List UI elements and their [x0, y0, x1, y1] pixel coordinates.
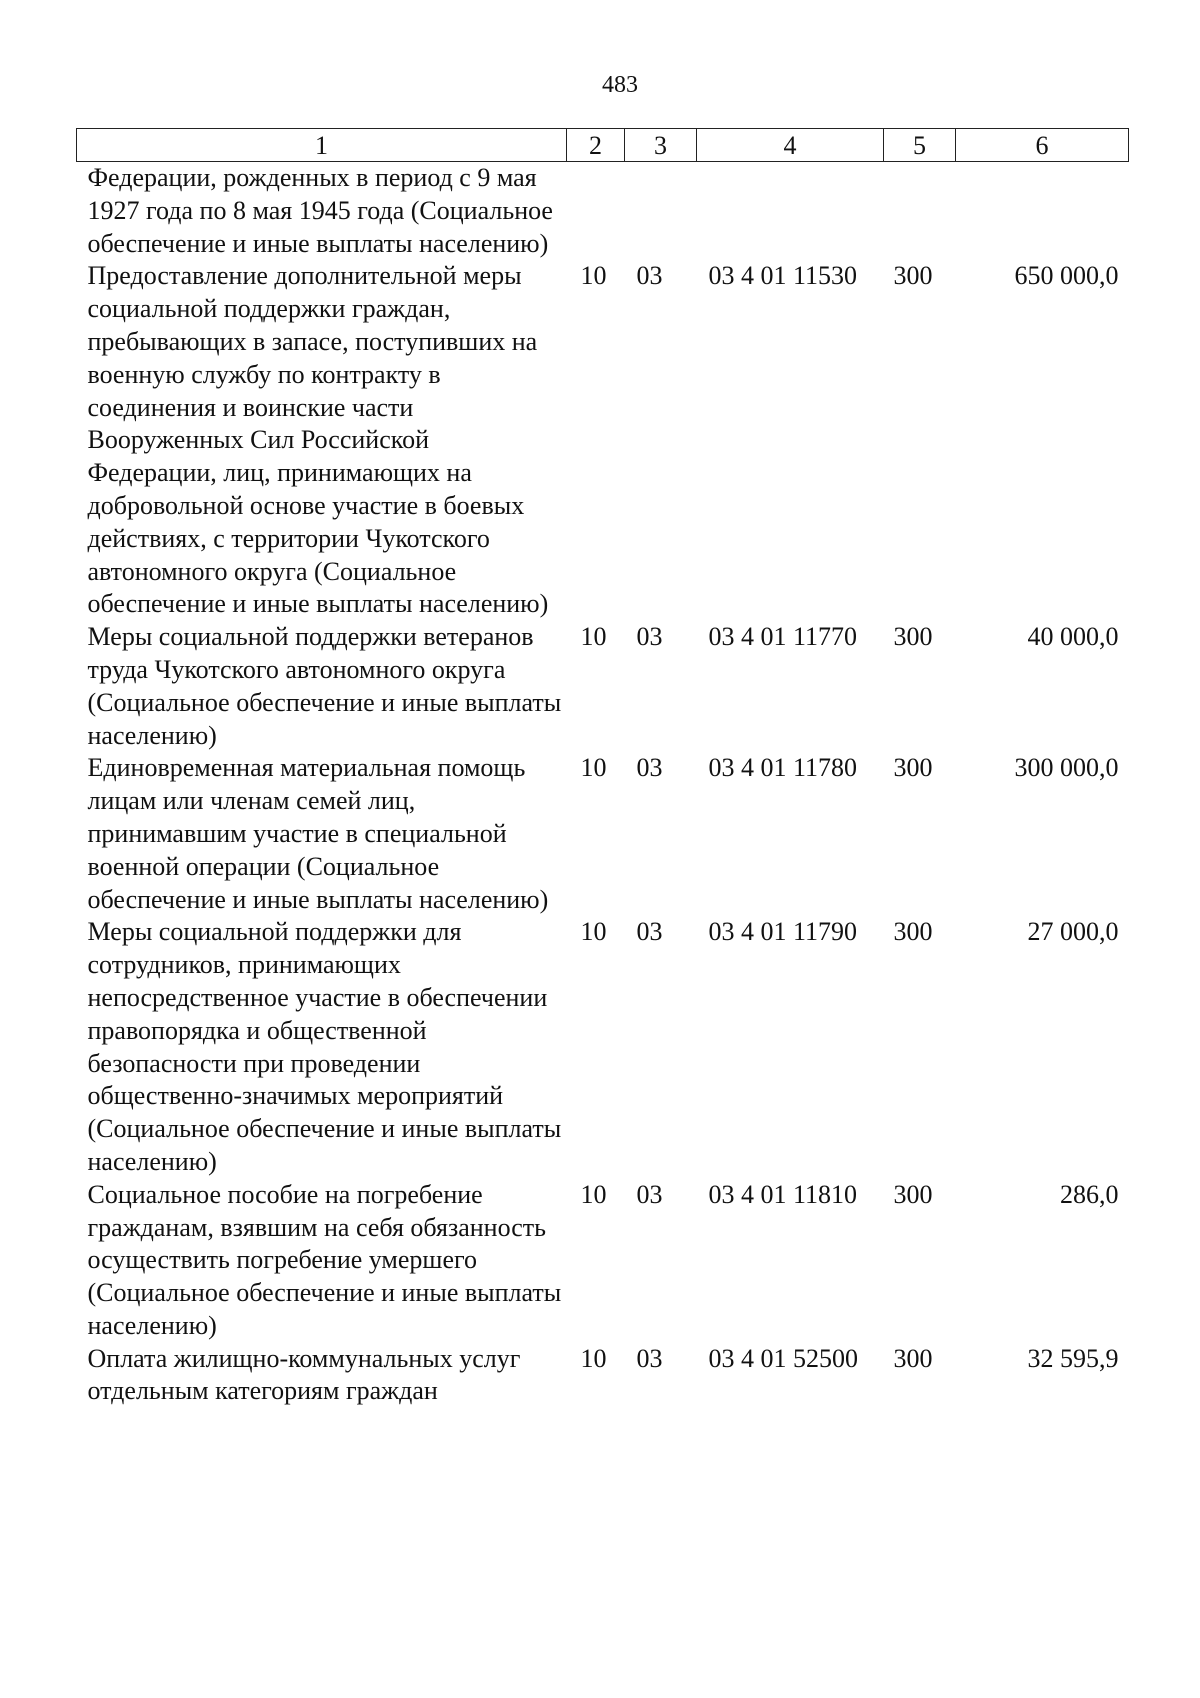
row-code: [697, 162, 884, 261]
row-section: [567, 162, 625, 261]
row-type: 300: [893, 1179, 933, 1209]
row-amount: 40 000,0: [1027, 622, 1119, 652]
header-cell-name: 1: [77, 129, 567, 162]
row-type: [884, 162, 956, 261]
row-subsection: [625, 162, 697, 261]
header-cell-code: 4: [697, 129, 884, 162]
row-subsection: 03: [636, 261, 663, 291]
row-subsection: 03: [636, 1343, 663, 1373]
row-name: Меры социальной поддержки для сотрудников, принимающих непосредственное участие в обеспечении правопорядка и общественной безопасности при проведении общественно-значимых мероприятий (Социальное обеспечение и иные выплаты населению): [87, 917, 562, 1176]
row-name: Оплата жилищно-коммунальных услуг отдельным категориям граждан: [87, 1343, 521, 1406]
row-code: 03 4 01 11770: [708, 622, 858, 652]
row-amount: 286,0: [1060, 1179, 1119, 1209]
row-subsection: 03: [636, 1179, 663, 1209]
row-section: 10: [580, 1343, 607, 1373]
table-row: [77, 260, 1129, 621]
row-amount: 300 000,0: [1014, 753, 1119, 783]
row-section: 10: [580, 753, 607, 783]
table-body: [77, 162, 1129, 1409]
row-type: 300: [893, 917, 933, 947]
row-name: Социальное пособие на погребение гражданам, взявшим на себя обязанность осуществить погребение умершего (Социальное обеспечение и иные выплаты населению): [87, 1179, 562, 1340]
table-row: [77, 916, 1129, 1178]
row-amount: [956, 162, 1129, 261]
row-code: 03 4 01 11780: [708, 753, 858, 783]
row-section: 10: [580, 1179, 607, 1209]
row-code: 03 4 01 11530: [708, 261, 858, 291]
row-amount: 27 000,0: [1027, 917, 1119, 947]
row-amount: 650 000,0: [1014, 261, 1119, 291]
row-type: 300: [893, 1343, 933, 1373]
header-cell-section: 2: [567, 129, 625, 162]
row-section: 10: [580, 261, 607, 291]
row-type: 300: [893, 753, 933, 783]
table-row: [77, 752, 1129, 916]
row-code: 03 4 01 11810: [708, 1179, 858, 1209]
header-cell-type: 5: [884, 129, 956, 162]
row-section: 10: [580, 917, 607, 947]
row-code: 03 4 01 52500: [708, 1343, 858, 1373]
table-header: [77, 129, 1129, 162]
header-row: [77, 129, 1129, 162]
table-row: [77, 1343, 1129, 1409]
page-number: 483: [602, 72, 638, 98]
table-row: [77, 1179, 1129, 1343]
row-name: Федерации, рожденных в период с 9 мая 1927 года по 8 мая 1945 года (Социальное обеспечение и иные выплаты населению): [87, 163, 553, 258]
row-section: 10: [580, 622, 607, 652]
row-subsection: 03: [636, 917, 663, 947]
table-row: [77, 621, 1129, 752]
row-subsection: 03: [636, 753, 663, 783]
row-type: 300: [893, 622, 933, 652]
row-subsection: 03: [636, 622, 663, 652]
row-name: Меры социальной поддержки ветеранов труда Чукотского автономного округа (Социальное обеспечение и иные выплаты населению): [87, 622, 562, 750]
row-name: Единовременная материальная помощь лицам или членам семей лиц, принимавшим участие в специальной военной операции (Социальное обеспечение и иные выплаты населению): [87, 753, 549, 914]
budget-table: [76, 128, 1129, 1408]
row-amount: 32 595,9: [1027, 1343, 1119, 1373]
header-cell-amount: 6: [956, 129, 1129, 162]
row-name: Предоставление дополнительной меры социальной поддержки граждан, пребывающих в запасе, поступивших на военную службу по контракту в соединения и воинские части Вооруженных Сил Российской Федерации, лиц, принимающих на добровольной основе участие в боевых действиях, с территории Чукотского автономного округа (Социальное обеспечение и иные выплаты населению): [87, 261, 549, 619]
table-row: [77, 162, 1129, 261]
row-code: 03 4 01 11790: [708, 917, 858, 947]
header-cell-subsection: 3: [625, 129, 697, 162]
row-type: 300: [893, 261, 933, 291]
